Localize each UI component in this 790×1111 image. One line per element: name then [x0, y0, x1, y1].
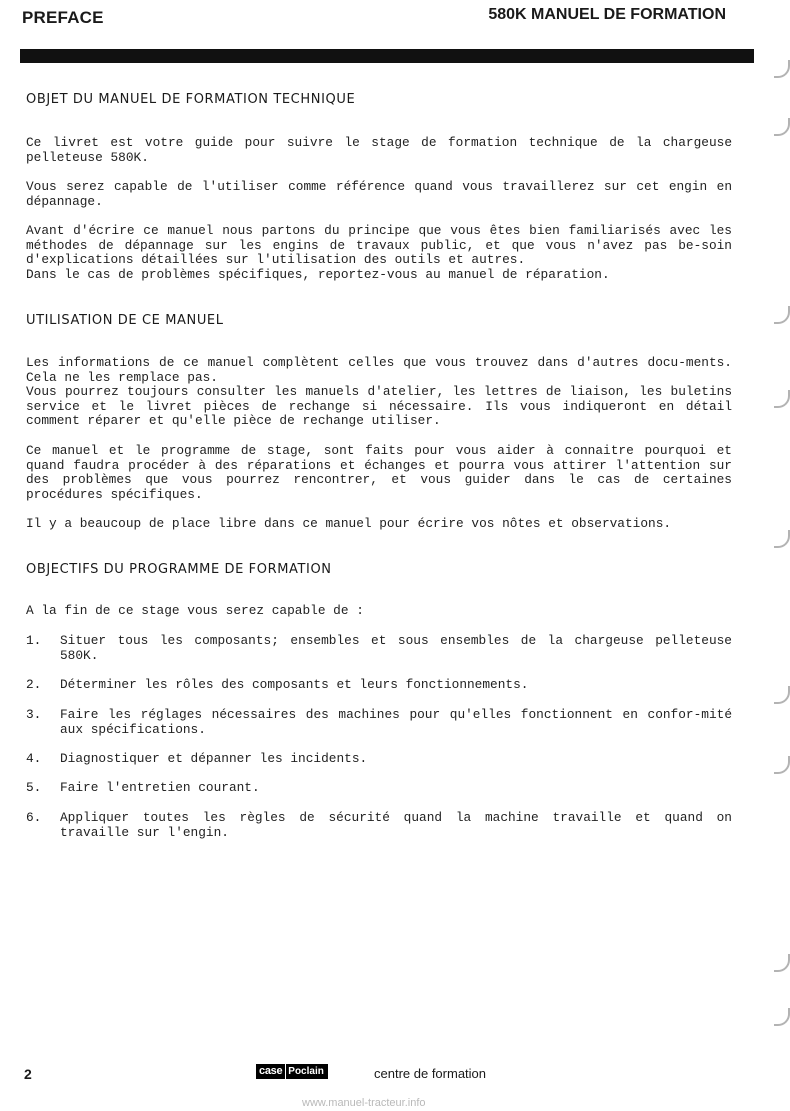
paragraph: Dans le cas de problèmes spécifiques, reportez-vous au manuel de réparation.	[26, 267, 610, 282]
binder-mark	[774, 686, 790, 704]
list-text: Déterminer les rôles des composants et leurs fonctionnements.	[60, 677, 529, 692]
paragraph: Les informations de ce manuel complètent celles que vous trouvez dans d'autres docu-ments. Cela ne les remplace pas.	[26, 355, 732, 385]
section-heading-objet: OBJET DU MANUEL DE FORMATION TECHNIQUE	[26, 92, 356, 107]
list-number: 2.	[26, 677, 42, 692]
binder-mark	[774, 530, 790, 548]
watermark: www.manuel-tracteur.info	[302, 1097, 426, 1109]
list-intro: A la fin de ce stage vous serez capable de :	[26, 603, 364, 618]
paragraph: Vous serez capable de l'utiliser comme référence quand vous travaillerez sur cet engin en dépannage.	[26, 179, 732, 209]
section-heading-utilisation: UTILISATION DE CE MANUEL	[26, 313, 224, 328]
binder-mark	[774, 60, 790, 78]
list-number: 3.	[26, 707, 42, 722]
binder-mark	[774, 756, 790, 774]
binder-mark	[774, 954, 790, 972]
binder-mark	[774, 1008, 790, 1026]
page-header-left: PREFACE	[22, 8, 104, 27]
paragraph: Avant d'écrire ce manuel nous partons du principe que vous êtes bien familiarisés avec les méthodes de dépannage sur les engins de travaux public, et que vous n'avez pas be-soin d'explications détaillées sur l'utilisation des outils et autres.	[26, 223, 732, 267]
case-poclain-logo	[256, 1064, 328, 1079]
logo-poclain: Poclain	[286, 1064, 328, 1079]
section-heading-objectifs: OBJECTIFS DU PROGRAMME DE FORMATION	[26, 562, 332, 577]
list-number: 4.	[26, 751, 42, 766]
list-text: Faire l'entretien courant.	[60, 780, 260, 795]
binder-mark	[774, 118, 790, 136]
paragraph: Ce manuel et le programme de stage, sont faits pour vous aider à connaitre pourquoi et quand faudra procéder à des réparations et échanges et pourra vous attirer l'attention sur des problèmes que vous pourrez rencontrer, et vous guider dans le cas de certaines procédures spécifiques.	[26, 443, 732, 502]
list-text: Diagnostiquer et dépanner les incidents.	[60, 751, 368, 766]
header-bar	[20, 49, 754, 63]
list-number: 6.	[26, 810, 42, 825]
binder-mark	[774, 390, 790, 408]
list-text: Appliquer toutes les règles de sécurité quand la machine travaille et quand on travaille sur l'engin.	[60, 810, 732, 840]
binder-mark	[774, 306, 790, 324]
list-text: Situer tous les composants; ensembles et sous ensembles de la chargeuse pelleteuse 580K.	[60, 633, 732, 663]
page-number: 2	[24, 1066, 32, 1082]
footer-text: centre de formation	[374, 1066, 487, 1081]
list-number: 1.	[26, 633, 42, 648]
logo-case: case	[256, 1064, 285, 1079]
list-text: Faire les réglages nécessaires des machines pour qu'elles fonctionnent en confor-mité aux spécifications.	[60, 707, 732, 737]
paragraph: Vous pourrez toujours consulter les manuels d'atelier, les lettres de liaison, les buletins service et le livret pièces de rechange si nécessaire. Ils vous indiqueront en détail comment réparer et qu'elle pièce de rechange utiliser.	[26, 384, 732, 428]
paragraph: Il y a beaucoup de place libre dans ce manuel pour écrire vos nôtes et observations.	[26, 516, 672, 531]
page-header-right: 580K MANUEL DE FORMATION	[488, 6, 726, 23]
list-number: 5.	[26, 780, 42, 795]
paragraph: Ce livret est votre guide pour suivre le stage de formation technique de la chargeuse pelleteuse 580K.	[26, 135, 732, 165]
